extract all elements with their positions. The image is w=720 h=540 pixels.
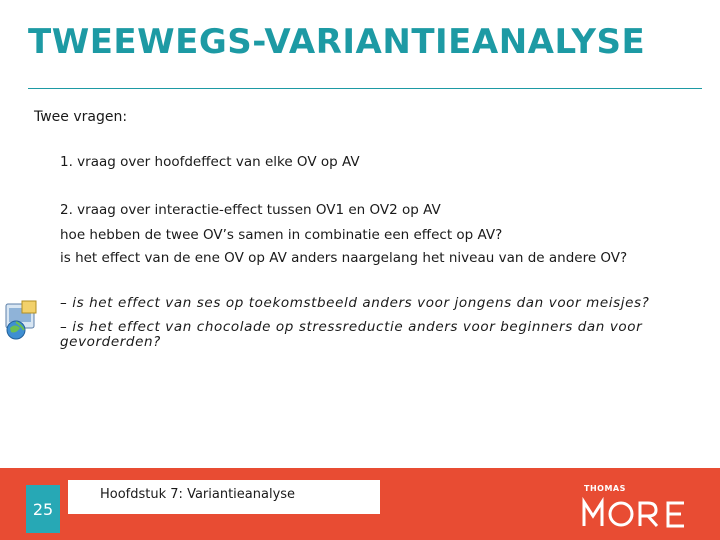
logo-top-text: THOMAS [584, 484, 626, 493]
thomas-more-logo [582, 484, 690, 530]
intro-text: Twee vragen: [34, 109, 128, 125]
example-2-line-2: gevorderden? [60, 334, 161, 350]
clipart-media-icon [0, 298, 44, 342]
slide-title: TWEEWEGS-VARIANTIEANALYSE [28, 22, 646, 62]
question-2: 2. vraag over interactie-effect tussen OV1 en OV2 op AV [60, 202, 441, 218]
question-2-detail-1: hoe hebben de twee OV’s samen in combinatie een effect op AV? [60, 227, 503, 243]
question-1: 1. vraag over hoofdeffect van elke OV op AV [60, 154, 360, 170]
example-2-line-1: – is het effect van chocolade op stressreductie anders voor beginners dan voor [60, 319, 643, 335]
chapter-label: Hoofdstuk 7: Variantieanalyse [68, 480, 380, 514]
logo-more-mark [582, 492, 690, 530]
title-divider [28, 88, 702, 89]
example-1: – is het effect van ses op toekomstbeeld anders voor jongens dan voor meisjes? [60, 295, 650, 311]
page-number: 25 [26, 485, 60, 533]
question-2-detail-2: is het effect van de ene OV op AV anders naargelang het niveau van de andere OV? [60, 250, 628, 266]
